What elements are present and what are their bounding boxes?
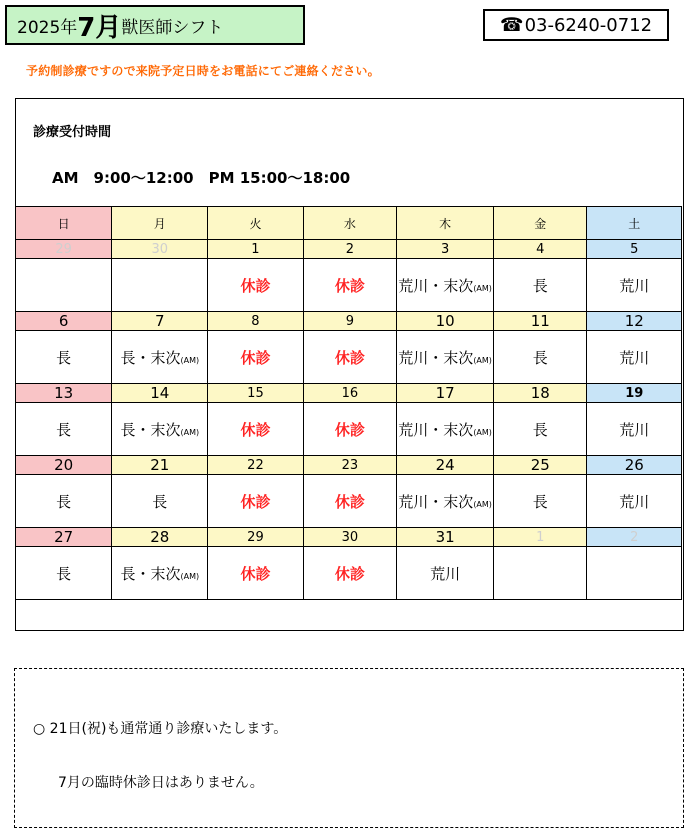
date-cell: 10 — [397, 312, 494, 331]
shift-cell — [208, 547, 303, 600]
shift-text: 長 — [532, 420, 548, 439]
am-mark: (AM) — [473, 283, 492, 293]
closed-label: 休診 — [334, 492, 365, 511]
shift-cell — [494, 475, 587, 528]
date-cell: 5 — [587, 240, 682, 259]
telephone-icon: ☎ — [499, 14, 524, 36]
shift-cell — [303, 331, 396, 384]
shift-row — [16, 331, 682, 384]
closed-label: 休診 — [334, 348, 365, 367]
shift-cell — [494, 259, 587, 312]
shift-cell — [303, 475, 396, 528]
phone-box — [483, 9, 669, 41]
date-cell: 29 — [16, 240, 112, 259]
shift-cell — [397, 331, 494, 384]
title-month: 7月 — [77, 12, 122, 43]
date-cell: 13 — [16, 384, 112, 403]
shift-text: 長 — [56, 564, 72, 583]
shift-cell — [16, 475, 112, 528]
weekday-sun: 日 — [16, 207, 112, 240]
shift-cell — [16, 259, 112, 312]
note-no-closure: 7月の臨時休診日はありません。 — [58, 775, 264, 791]
shift-cell — [587, 331, 682, 384]
weekday-header-row — [16, 207, 682, 240]
title-year: 2025年 — [17, 17, 78, 38]
weekday-sat: 土 — [587, 207, 682, 240]
shift-cell — [397, 475, 494, 528]
shift-text: 荒川 — [619, 492, 650, 511]
title-text: 獣医師シフト — [121, 17, 224, 38]
shift-cell — [494, 403, 587, 456]
date-cell: 12 — [587, 312, 682, 331]
date-cell: 23 — [303, 456, 396, 475]
shift-cell — [208, 403, 303, 456]
shift-cell — [494, 331, 587, 384]
shift-text: 長 — [56, 420, 72, 439]
notes-box — [14, 668, 684, 828]
date-cell: 30 — [303, 528, 396, 547]
weekday-fri: 金 — [494, 207, 587, 240]
am-mark: (AM) — [473, 499, 492, 509]
shift-row — [16, 547, 682, 600]
shift-text: 長 — [532, 276, 548, 295]
date-row — [16, 240, 682, 259]
closed-label: 休診 — [334, 420, 365, 439]
date-cell: 26 — [587, 456, 682, 475]
date-cell: 4 — [494, 240, 587, 259]
shift-cell — [587, 403, 682, 456]
shift-text: 荒川・末次 — [398, 276, 474, 295]
shift-cell — [112, 475, 208, 528]
date-cell: 20 — [16, 456, 112, 475]
shift-text: 荒川 — [619, 348, 650, 367]
shift-cell — [112, 547, 208, 600]
shift-cell — [112, 403, 208, 456]
date-cell: 24 — [397, 456, 494, 475]
date-cell: 3 — [397, 240, 494, 259]
shift-cell — [112, 259, 208, 312]
shift-cell — [303, 403, 396, 456]
hours-times: AM 9:00～12:00 PM 15:00～18:00 — [52, 169, 351, 187]
date-cell: 11 — [494, 312, 587, 331]
note-holiday: ○ 21日(祝)も通常通り診療いたします。 — [33, 721, 288, 737]
shift-text: 長・末次 — [120, 564, 181, 583]
date-cell: 21 — [112, 456, 208, 475]
shift-cell — [587, 547, 682, 600]
shift-cell — [112, 331, 208, 384]
closed-label: 休診 — [240, 420, 271, 439]
date-cell: 30 — [112, 240, 208, 259]
date-cell: 27 — [16, 528, 112, 547]
date-cell: 31 — [397, 528, 494, 547]
date-cell: 15 — [208, 384, 303, 403]
shift-cell — [16, 331, 112, 384]
shift-cell — [397, 259, 494, 312]
shift-cell — [303, 259, 396, 312]
date-cell: 8 — [208, 312, 303, 331]
shift-text: 荒川・末次 — [398, 492, 474, 511]
shift-cell — [494, 547, 587, 600]
date-cell: 16 — [303, 384, 396, 403]
date-cell: 19 — [587, 384, 682, 403]
am-mark: (AM) — [180, 427, 200, 437]
weekday-mon: 月 — [112, 207, 208, 240]
date-cell: 1 — [494, 528, 587, 547]
date-cell: 2 — [587, 528, 682, 547]
closed-label: 休診 — [240, 276, 271, 295]
closed-label: 休診 — [240, 348, 271, 367]
date-cell: 28 — [112, 528, 208, 547]
weekday-tue: 火 — [208, 207, 303, 240]
calendar-box — [15, 98, 684, 631]
phone-number: 03-6240-0712 — [524, 14, 653, 36]
weekday-thu: 木 — [397, 207, 494, 240]
date-row — [16, 528, 682, 547]
date-cell: 25 — [494, 456, 587, 475]
shift-cell — [587, 259, 682, 312]
am-mark: (AM) — [180, 571, 200, 581]
shift-text: 長 — [56, 348, 72, 367]
weekday-wed: 水 — [303, 207, 396, 240]
shift-cell — [303, 547, 396, 600]
shift-text: 長 — [532, 492, 548, 511]
shift-text: 長 — [532, 348, 548, 367]
shift-row — [16, 475, 682, 528]
shift-text: 荒川・末次 — [398, 420, 474, 439]
title-box — [5, 5, 305, 45]
date-cell: 14 — [112, 384, 208, 403]
shift-text: 長 — [152, 492, 168, 511]
date-cell: 2 — [303, 240, 396, 259]
shift-text: 荒川 — [430, 564, 461, 583]
am-mark: (AM) — [473, 427, 492, 437]
closed-label: 休診 — [334, 564, 365, 583]
date-cell: 18 — [494, 384, 587, 403]
shift-text: 長・末次 — [120, 348, 181, 367]
shift-text: 荒川 — [619, 420, 650, 439]
shift-row — [16, 259, 682, 312]
date-cell: 1 — [208, 240, 303, 259]
shift-cell — [208, 475, 303, 528]
shift-text: 荒川・末次 — [398, 348, 474, 367]
shift-cell — [397, 547, 494, 600]
shift-cell — [16, 547, 112, 600]
shift-text: 長・末次 — [120, 420, 181, 439]
date-cell: 22 — [208, 456, 303, 475]
date-cell: 7 — [112, 312, 208, 331]
shift-text: 長 — [56, 492, 72, 511]
shift-row — [16, 403, 682, 456]
shift-cell — [208, 259, 303, 312]
date-cell: 9 — [303, 312, 396, 331]
closed-label: 休診 — [240, 564, 271, 583]
closed-label: 休診 — [334, 276, 365, 295]
shift-cell — [208, 331, 303, 384]
am-mark: (AM) — [473, 355, 492, 365]
shift-calendar — [15, 206, 682, 600]
closed-label: 休診 — [240, 492, 271, 511]
shift-cell — [16, 403, 112, 456]
shift-cell — [397, 403, 494, 456]
hours-title: 診療受付時間 — [33, 125, 112, 140]
shift-cell — [587, 475, 682, 528]
date-row — [16, 384, 682, 403]
am-mark: (AM) — [180, 355, 200, 365]
shift-text: 荒川 — [619, 276, 650, 295]
reservation-notice: 予約制診療ですので来院予定日時をお電話にてご連絡ください。 — [26, 64, 380, 78]
date-cell: 6 — [16, 312, 112, 331]
date-cell: 29 — [208, 528, 303, 547]
date-row — [16, 312, 682, 331]
date-row — [16, 456, 682, 475]
date-cell: 17 — [397, 384, 494, 403]
